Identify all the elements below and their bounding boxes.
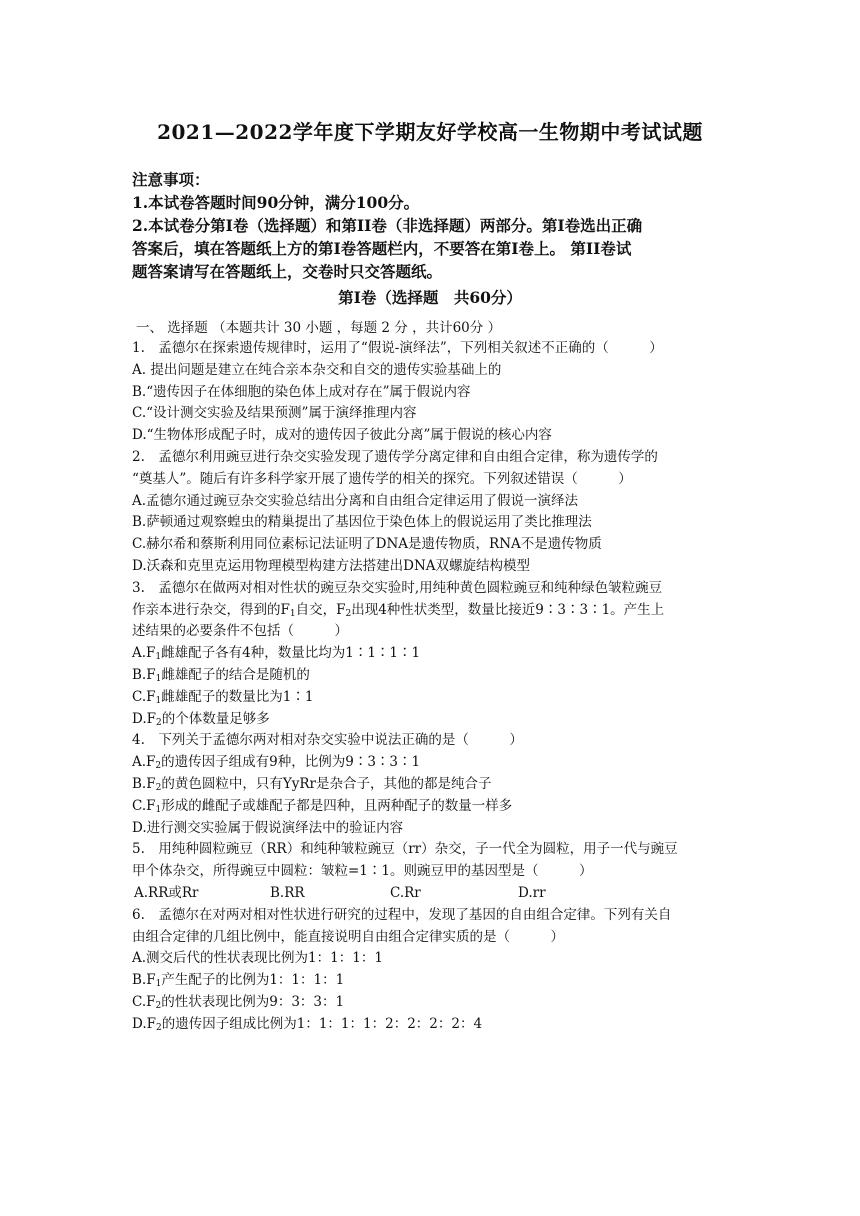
option-b: B.萨顿通过观察蝗虫的精巢提出了基因位于染色体上的假说运用了类比推理法 [132, 514, 592, 531]
subscript: 1 [289, 608, 296, 619]
inline-options [132, 883, 732, 905]
option-text: 的个体数量足够多 [161, 710, 270, 727]
subscript: 2 [155, 761, 162, 772]
notice-item-1: 1.本试卷答题时间90分钟，满分100分。 [132, 193, 420, 212]
stem-text: 作亲本进行杂交，得到的F [132, 601, 290, 618]
option-c: C.Rr [390, 884, 421, 901]
subscript: 1 [155, 804, 162, 815]
notice-heading: 注意事项： [132, 170, 210, 189]
option-c [132, 992, 732, 1014]
option-prefix: C.F [132, 688, 156, 705]
question-2 [132, 447, 732, 578]
option-d [132, 818, 732, 840]
option-text: 测交后代的性状表现比例为1：1：1：1 [146, 950, 383, 967]
option-d: D.“生物体形成配子时，成对的遗传因子彼此分离”属于假说的核心内容 [132, 427, 552, 444]
subscript: 2 [156, 1022, 162, 1033]
option-prefix: A. [132, 950, 147, 967]
option-prefix: B.F [132, 775, 156, 792]
subscript: 2 [155, 782, 162, 793]
option-a [132, 643, 732, 665]
question-stem: 4. 下列关于孟德尔两对相对杂交实验中说法正确的是（ ） [132, 732, 523, 749]
option-a: A.RR或Rr [134, 884, 199, 901]
option-text: 的性状表现比例为9：3：3：1 [161, 993, 345, 1010]
option-c [132, 687, 732, 709]
option-a [132, 752, 732, 774]
question-5 [132, 839, 732, 904]
option-text: 进行测交实验属于假说演绎法中的验证内容 [146, 819, 404, 836]
option-b: B.RR [270, 884, 305, 901]
option-text: 雌雄配子各有4种，数量比均为1∶1∶1∶1 [161, 645, 421, 662]
option-text: 的黄色圆粒中，只有YyRr是杂合子，其他的都是纯合子 [161, 775, 492, 792]
question-3 [132, 578, 732, 731]
subscript: 1 [155, 695, 162, 706]
question-stem: 3. 孟德尔在做两对相对性状的豌豆杂交实验时,用纯种黄色圆粒豌豆和纯种绿色皱粒豌豆 [132, 579, 663, 596]
option-prefix: B.F [132, 666, 156, 683]
option-prefix: A.F [132, 754, 156, 771]
option-b [132, 774, 732, 796]
subscript: 2 [155, 1000, 162, 1011]
option-c: C.“设计测交实验及结果预测”属于演绎推理内容 [132, 405, 417, 422]
subscript: 2 [156, 717, 162, 728]
option-a [132, 948, 732, 970]
notice-item-2-line-2: 答案后，填在答题纸上方的第Ⅰ卷答题栏内，不要答在第Ⅰ卷上。 第II卷试 [132, 239, 632, 258]
question-1 [132, 338, 732, 447]
option-b [132, 665, 732, 687]
subscript: 1 [155, 979, 162, 990]
option-c [132, 796, 732, 818]
question-4 [132, 730, 732, 839]
option-prefix: C.F [132, 993, 156, 1010]
subscript: 1 [155, 673, 162, 684]
notice-item-2-line-1: 2.本试卷分第Ⅰ卷（选择题）和第II卷（非选择题）两部分。第Ⅰ卷选出正确 [132, 216, 643, 235]
option-prefix: A.F [132, 645, 156, 662]
question-stem [132, 600, 732, 622]
question-stem: 述结果的必要条件不包括（ ） [132, 623, 348, 640]
option-text: 雌雄配子的数量比为1∶1 [161, 688, 314, 705]
option-d: D.rr [518, 884, 546, 901]
option-a: A.孟德尔通过豌豆杂交实验总结出分离和自由组合定律运用了假说一演绎法 [132, 492, 579, 509]
option-text: 产生配子的比例为1：1：1：1 [161, 972, 345, 989]
option-d [132, 1014, 732, 1036]
section-intro: 一、 选择题 （本题共计 30 小题 ，每题 2 分 ，共计60分 ） [136, 320, 502, 336]
question-stem: 5. 用纯种圆粒豌豆（RR）和纯种皱粒豌豆（rr）杂交，子一代全为圆粒，用子一代与豌豆 [132, 841, 678, 858]
option-prefix: C.F [132, 797, 156, 814]
question-stem: 由组合定律的几组比例中，能直接说明自由组合定律实质的是（ ） [132, 928, 564, 945]
option-text: 形成的雌配子或雄配子都是四种，且两种配子的数量一样多 [161, 797, 513, 814]
section-heading: 第Ⅰ卷（选择题 共60分） [338, 288, 522, 307]
option-d: D.沃森和克里克运用物理模型构建方法搭建出DNA双螺旋结构模型 [132, 557, 531, 574]
question-stem: “奠基人”。随后有许多科学家开展了遗传学的相关的探究。下列叙述错误（ ） [132, 470, 632, 487]
question-stem: 1. 孟德尔在探索遗传规律时，运用了“假说-演绎法”，下列相关叙述不正确的（ ） [132, 340, 663, 356]
question-stem: 6. 孟德尔在对两对相对性状进行研究的过程中，发现了基因的自由组合定律。下列有关自 [132, 906, 672, 923]
option-b: B.“遗传因子在体细胞的染色体上成对存在”属于假说内容 [132, 383, 471, 400]
question-stem: 甲个体杂交，所得豌豆中圆粒：皱粒=1∶1。则豌豆甲的基因型是（ ） [132, 863, 593, 880]
option-prefix: D.F [132, 1015, 157, 1032]
option-prefix: D. [132, 819, 147, 836]
subscript: 1 [155, 652, 162, 663]
notice-item-2-line-3: 题答案请写在答题纸上，交卷时只交答题纸。 [132, 262, 443, 281]
subscript: 2 [345, 608, 352, 619]
option-a: A. 提出问题是建立在纯合亲本杂交和自交的遗传实验基础上的 [132, 361, 502, 378]
question-stem: 2. 孟德尔利用豌豆进行杂交实验发现了遗传学分离定律和自由组合定律，称为遗传学的 [132, 448, 658, 465]
stem-text: 出现4种性状类型，数量比接近9∶3∶3∶1。产生上 [351, 601, 665, 618]
option-text: 雌雄配子的结合是随机的 [161, 666, 310, 683]
option-prefix: B.F [132, 972, 156, 989]
question-list [132, 338, 732, 1036]
stem-text: 自交，F [295, 601, 346, 618]
option-b [132, 970, 732, 992]
option-prefix: D.F [132, 710, 157, 727]
notice-block [132, 168, 732, 283]
option-d [132, 709, 732, 731]
question-6 [132, 905, 732, 1036]
option-text: 的遗传因子组成有9种，比例为9∶3∶3∶1 [161, 754, 421, 771]
option-text: 的遗传因子组成比例为1：1：1：1：2：2：2：2：4 [161, 1015, 483, 1032]
option-c: C.赫尔希和蔡斯利用同位素标记法证明了DNA是遗传物质，RNA不是遗传物质 [132, 536, 602, 553]
exam-title: 2021—2022学年度下学期友好学校高一生物期中考试试题 [157, 120, 703, 144]
